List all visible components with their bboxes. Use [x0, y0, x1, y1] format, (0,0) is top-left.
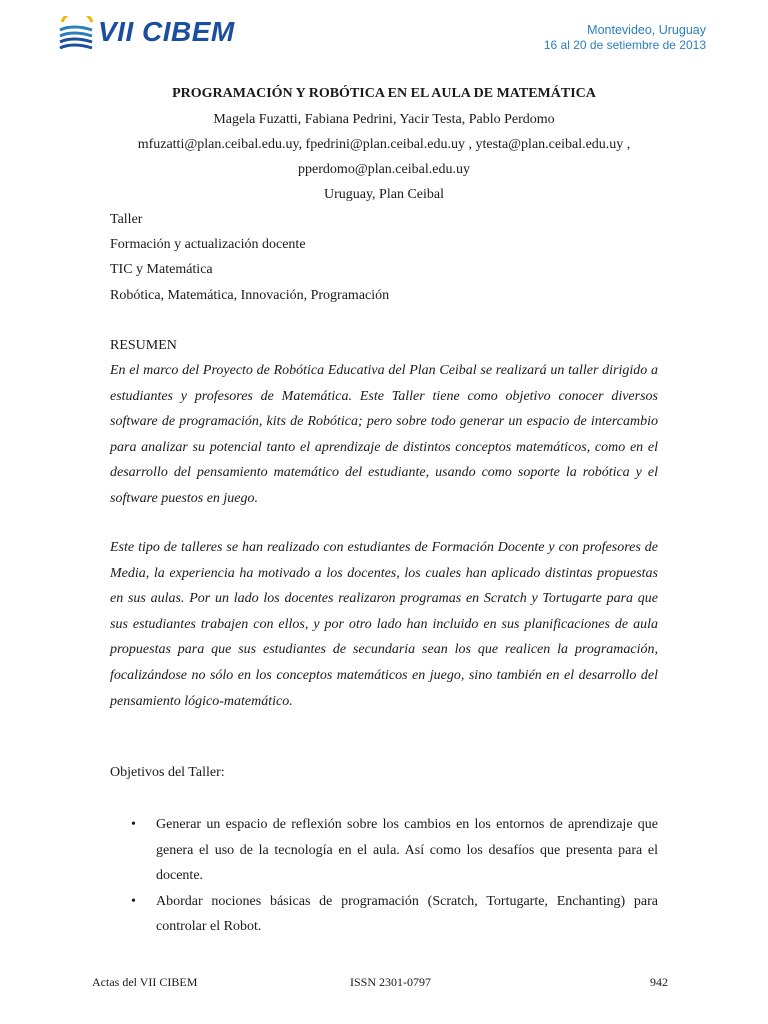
logo-text: VII CIBEM [98, 16, 235, 47]
meta-keywords: Robótica, Matemática, Innovación, Programación [110, 288, 390, 303]
paper-emails-line-2: pperdomo@plan.ceibal.edu.uy [298, 162, 470, 177]
footer-journal: Actas del VII CIBEM [92, 975, 198, 989]
meta-theme: TIC y Matemática [110, 262, 213, 277]
paper-affiliation: Uruguay, Plan Ceibal [323, 187, 444, 202]
abstract-paragraph-2 [110, 535, 658, 714]
bullet-icon: • [131, 893, 136, 909]
conference-dates: 16 al 20 de setiembre de 2013 [543, 38, 706, 52]
page-header [0, 0, 768, 70]
objective-text: Abordar nociones básicas de programación (Scratch, Tortugarte, Enchanting) para controlar el Robot. [156, 893, 658, 934]
objectives-heading: Objetivos del Taller: [110, 765, 225, 780]
conference-location: Montevideo, Uruguay [587, 23, 706, 37]
footer-issn: ISSN 2301-0797 [350, 975, 432, 989]
objective-text: Generar un espacio de reflexión sobre los cambios en los entornos de aprendizaje que genera el uso de la tecnología en el aula. Así como los desafíos que presenta para el docente. [156, 817, 658, 883]
bullet-icon: • [131, 817, 136, 832]
list-item [110, 812, 658, 889]
objectives-list [110, 812, 658, 940]
paper-authors: Magela Fuzatti, Fabiana Pedrini, Yacir Testa, Pablo Perdomo [213, 112, 555, 127]
meta-axis: Formación y actualización docente [110, 237, 306, 252]
list-item [110, 889, 658, 940]
footer-page-number: 942 [650, 975, 668, 989]
resumen-heading: RESUMEN [110, 338, 177, 353]
meta-modality: Taller [110, 212, 143, 227]
paper-emails-line-1: mfuzatti@plan.ceibal.edu.uy, fpedrini@plan.ceibal.edu.uy , ytesta@plan.ceibal.edu.uy , [137, 137, 631, 152]
paper-title: PROGRAMACIÓN Y ROBÓTICA EN EL AULA DE MATEMÁTICA [172, 86, 596, 101]
abstract-paragraph-1-text: En el marco del Proyecto de Robótica Educativa del Plan Ceibal se realizará un taller dirigido a estudiantes y profesores de Matemática. Este Taller tiene como objetivo conocer diversos software de programación, kits de Robótica; pero sobre todo generar un espacio de intercambio para analizar su potencial tanto el aprendizaje de distintos conceptos matemáticos, como en el desarrollo del pensamiento matemático del estudiante, usando como soporte la robótica y el software puestos en juego. [110, 363, 658, 506]
conference-info [544, 23, 706, 53]
abstract-paragraph-2-text: Este tipo de talleres se han realizado con estudiantes de Formación Docente y con profesores de Media, la experiencia ha motivado a los docentes, los cuales han aplicado distintas propuestas en sus aulas. Por un lado los docentes realizaron programas en Scratch y Tortugarte para que sus estudiantes trabajen con ellos, y por otro lado han incluido en sus planificaciones de aula propuestas para que sus estudiantes de secundaria sean los que realicen la programación, focalizándose no sólo en los conceptos matemáticos en juego, sino también en el desarrollo del pensamiento lógico-matemático. [110, 540, 658, 709]
abstract-paragraph-1 [110, 358, 658, 512]
